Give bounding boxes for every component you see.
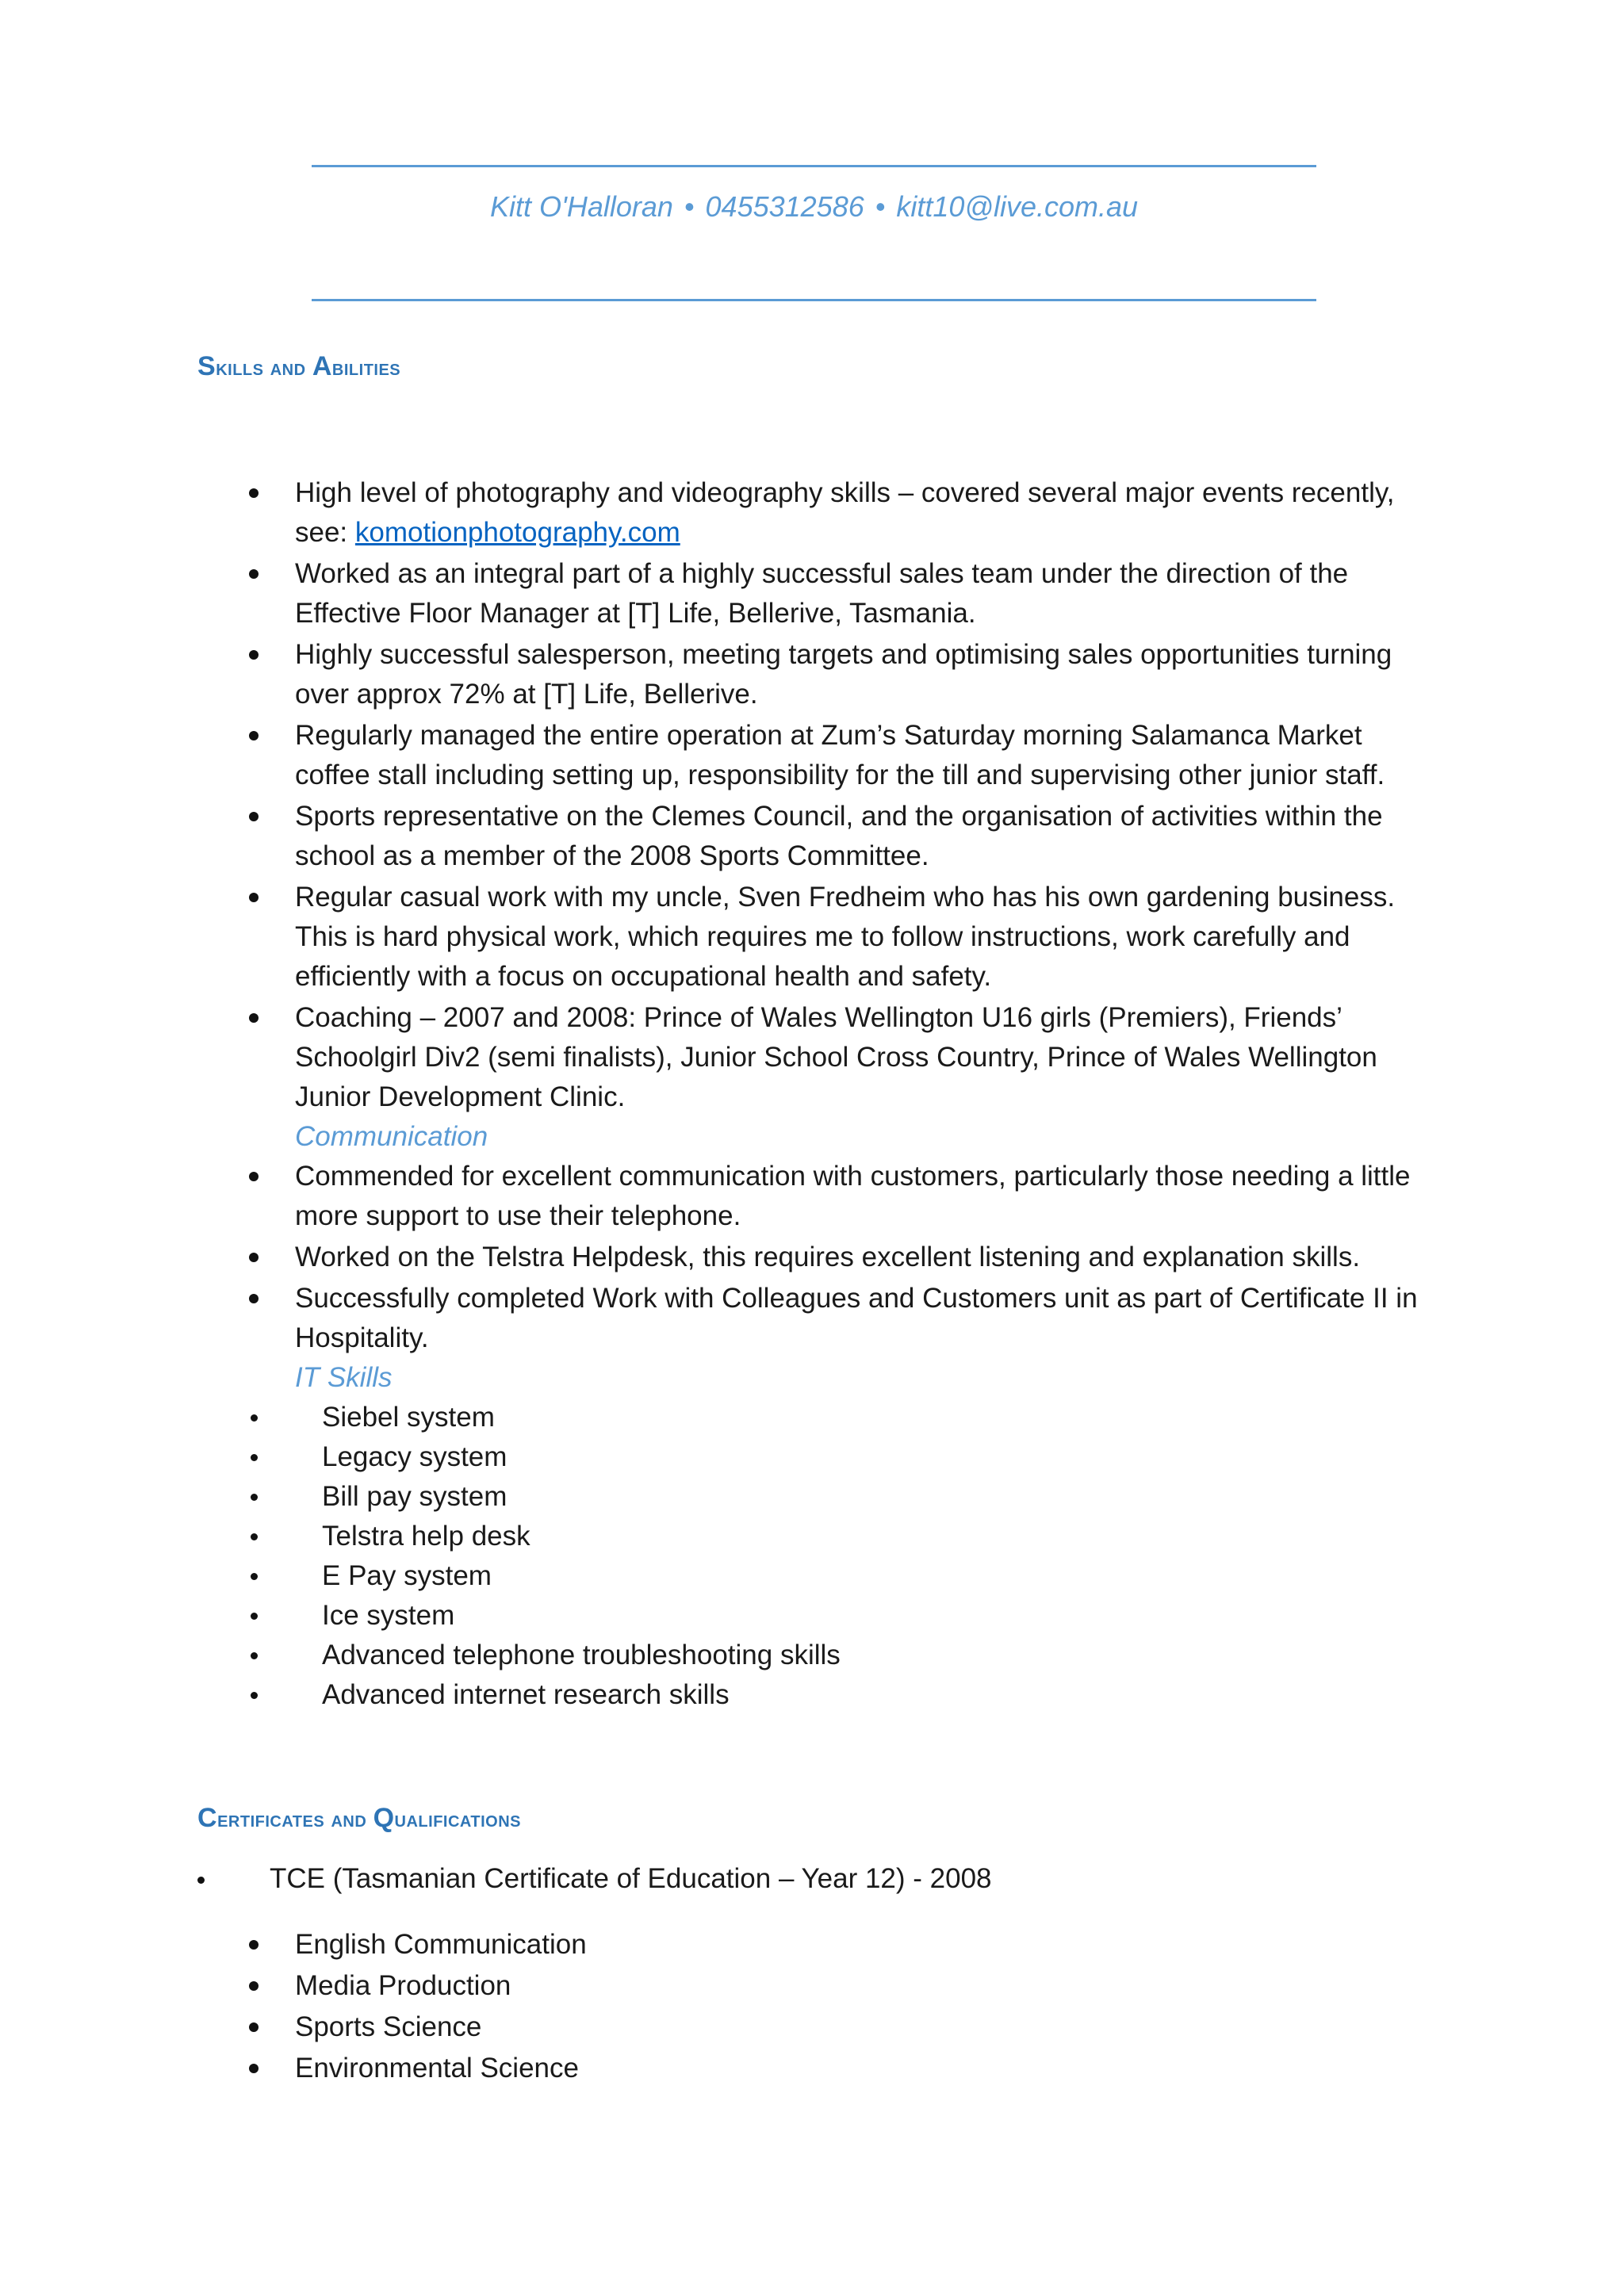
list-item (246, 797, 1435, 876)
tce-line (197, 1859, 992, 1899)
item-text: High level of photography and videography skills – covered several major events recently, see: (295, 477, 1395, 548)
contact-line (312, 190, 1316, 224)
list-item: Bill pay system (246, 1477, 1435, 1517)
subjects-list (246, 1925, 1435, 2088)
list-item: Advanced telephone troubleshooting skills (246, 1636, 1435, 1675)
item-text: Sports representative on the Clemes Council, and the organisation of activities within the school as a member of the 2008 Sports Committee. (295, 801, 1383, 871)
list-item: Ice system (246, 1596, 1435, 1636)
contact-email[interactable]: kitt10@live.com.au (896, 190, 1139, 223)
header-top-rule (312, 165, 1316, 167)
skills-heading (197, 351, 400, 382)
heading-text: ualifications (394, 1807, 521, 1831)
list-item (246, 1157, 1435, 1236)
list-item: Telstra help desk (246, 1517, 1435, 1556)
item-text: Regularly managed the entire operation at Zum’s Saturday morning Salamanca Market coffee stall including setting up, responsibility for the till and supervising other junior staff. (295, 720, 1385, 790)
list-item: Siebel system (246, 1398, 1435, 1437)
heading-initial: A (312, 351, 332, 381)
item-text: Worked on the Telstra Helpdesk, this requires excellent listening and explanation skills. (295, 1242, 1361, 1272)
list-item (246, 1966, 1435, 2006)
item-text: English Communication (295, 1929, 587, 1960)
list-item (246, 1925, 1435, 1965)
item-text: Successfully completed Work with Colleagues and Customers unit as part of Certificate II in Hospitality. (295, 1283, 1418, 1353)
contact-separator: • (684, 190, 695, 223)
list-item (246, 635, 1435, 714)
skills-list (246, 473, 1435, 1715)
heading-text: bilities (331, 355, 401, 380)
header-bottom-rule (312, 299, 1316, 301)
item-text: Commended for excellent communication with customers, particularly those needing a little more support to use their telephone. (295, 1161, 1411, 1231)
list-item (246, 878, 1435, 997)
list-item: Advanced internet research skills (246, 1675, 1435, 1715)
list-item (246, 2007, 1435, 2047)
list-item: E Pay system (246, 1556, 1435, 1596)
heading-initial: S (197, 351, 216, 381)
list-item (246, 1238, 1435, 1277)
item-text: Environmental Science (295, 2053, 579, 2084)
heading-text: kills and (216, 355, 312, 380)
heading-initial: Q (373, 1803, 395, 1833)
tce-text: TCE (Tasmanian Certificate of Education – Year 12) - 2008 (270, 1863, 992, 1894)
list-item (246, 998, 1435, 1117)
heading-text: ertificates and (217, 1807, 373, 1831)
list-item (246, 1279, 1435, 1358)
list-item (246, 473, 1435, 553)
item-text: Highly successful salesperson, meeting targets and optimising sales opportunities turning over approx 72% at [T] Life, Bellerive. (295, 639, 1392, 710)
contact-separator: • (875, 190, 886, 223)
list-item (246, 716, 1435, 795)
item-text: Worked as an integral part of a highly successful sales team under the direction of the Effective Floor Manager at [T] Life, Bellerive, Tasmania. (295, 558, 1349, 629)
heading-initial: C (197, 1803, 218, 1833)
item-text: Regular casual work with my uncle, Sven Fredheim who has his own gardening business. This is hard physical work, which requires me to follow instructions, work carefully and efficiently with a focus on occupational health and safety. (295, 882, 1396, 992)
list-item: Legacy system (246, 1437, 1435, 1477)
list-item (246, 554, 1435, 633)
contact-name: Kitt O'Halloran (489, 190, 673, 223)
communication-subheading: Communication (295, 1121, 488, 1152)
bullet-icon (197, 1877, 205, 1884)
contact-phone[interactable]: 0455312586 (705, 190, 864, 223)
item-text: Sports Science (295, 2011, 482, 2042)
certificates-heading (197, 1803, 521, 1834)
it-skills-subheading: IT Skills (295, 1362, 393, 1393)
portfolio-link[interactable]: komotionphotography.com (354, 517, 680, 548)
item-text: Coaching – 2007 and 2008: Prince of Wales Wellington U16 girls (Premiers), Friends’ Schoolgirl Div2 (semi finalists), Junior School Cross Country, Prince of Wales Wellington Junior Development Clinic. (295, 1002, 1377, 1112)
list-item (246, 2049, 1435, 2088)
item-text: Media Production (295, 1970, 511, 2001)
